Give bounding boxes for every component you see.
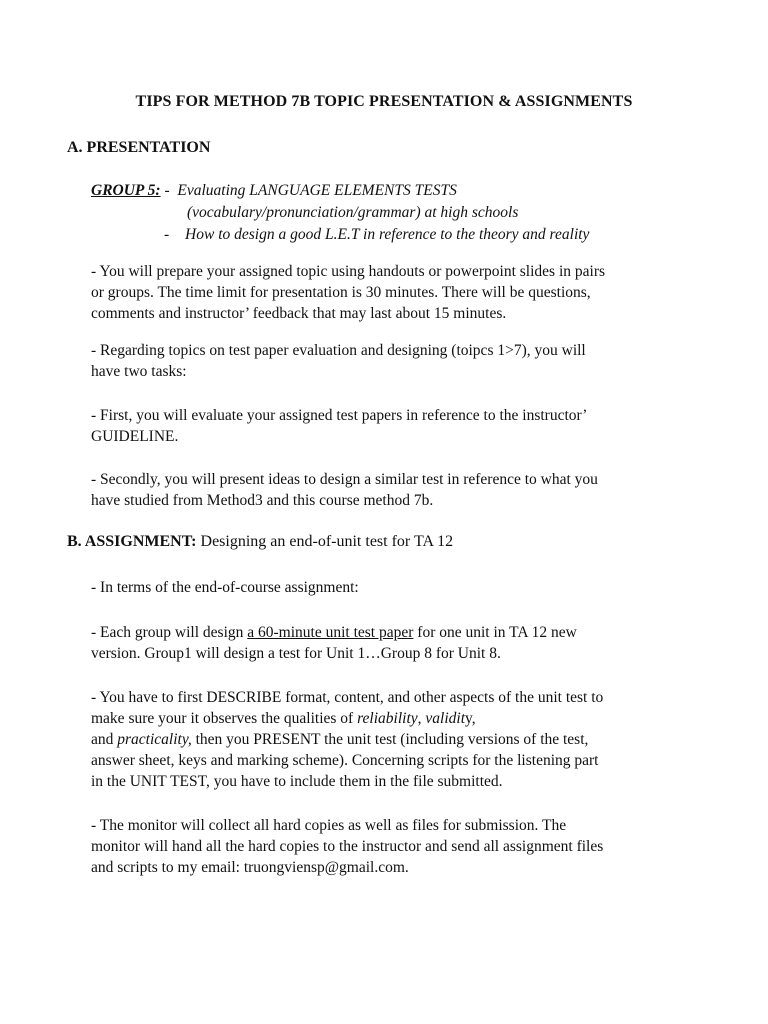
paragraph-assignment-intro	[91, 577, 677, 598]
text-line: - In terms of the end-of-course assignment:	[91, 579, 359, 596]
paragraph-first-task	[91, 405, 677, 447]
text-line-justified	[91, 708, 677, 729]
section-a-heading: A. PRESENTATION	[67, 139, 211, 156]
paragraph-unit-test-design	[91, 622, 677, 664]
topic-2-dash: -	[164, 226, 170, 243]
text-segment: and	[91, 731, 118, 748]
word: make	[91, 710, 125, 727]
text-line: have studied from Method3 and this course method 7b.	[91, 492, 434, 509]
document-title: TIPS FOR METHOD 7B TOPIC PRESENTATION & ASSIGNMENTS	[135, 93, 633, 110]
topic-1-line-2: (vocabulary/pronunciation/grammar) at high schools	[187, 204, 519, 221]
paragraph-tasks	[91, 340, 677, 382]
group-label: GROUP 5:	[91, 182, 161, 199]
section-b-heading-text: Designing an end-of-unit test for TA 12	[196, 533, 454, 550]
word: your	[158, 710, 187, 727]
word: it	[190, 710, 200, 727]
word: qualities	[283, 710, 337, 727]
text-segment: then you PRESENT the unit test (including versions of the test,	[191, 731, 589, 748]
text-line: answer sheet, keys and marking scheme). Concerning scripts for the listening part	[91, 752, 599, 769]
text-line: GUIDELINE.	[91, 428, 179, 445]
group-topic-line-1	[91, 182, 457, 200]
text-line: and scripts to my email: truongviensp@gmail.com.	[91, 859, 409, 876]
text-line: or groups. The time limit for presentation is 30 minutes. There will be questions,	[91, 284, 591, 301]
word-group	[340, 710, 475, 727]
text-line	[91, 622, 677, 643]
group-topic-line-2	[187, 204, 518, 222]
text-line: comments and instructor’ feedback that may last about 15 minutes.	[91, 305, 507, 322]
section-b-heading-label: B. ASSIGNMENT:	[67, 533, 197, 550]
paragraph-monitor-submission	[91, 815, 677, 878]
text-line: monitor will hand all the hard copies to the instructor and send all assignment files	[91, 838, 604, 855]
topic-1-line-1: Evaluating LANGUAGE ELEMENTS TESTS	[177, 182, 457, 199]
group-topic-line-3	[164, 226, 589, 244]
section-b-heading	[67, 533, 453, 551]
text-line: - The monitor will collect all hard copies as well as files for submission. The	[91, 817, 567, 834]
text-line: - Secondly, you will present ideas to design a similar test in reference to what you	[91, 471, 598, 488]
paragraph-describe-format	[91, 687, 677, 792]
word: the	[261, 710, 281, 727]
text-segment: - Each group will design	[91, 624, 248, 641]
group-dash: -	[160, 182, 178, 199]
underlined-phrase: a 60-minute unit test paper	[247, 624, 414, 641]
italic-term-reliability: reliability	[357, 710, 418, 727]
topic-2: How to design a good L.E.T in reference to the theory and reality	[185, 226, 590, 243]
text-segment: for one unit in TA 12 new	[413, 624, 577, 641]
text-line	[91, 729, 677, 750]
text-line: in the UNIT TEST, you have to include them in the file submitted.	[91, 773, 503, 790]
text-line: have two tasks:	[91, 363, 187, 380]
paragraph-presentation-prep	[91, 261, 677, 324]
text-line: - You have to first DESCRIBE format, content, and other aspects of the unit test to	[91, 689, 604, 706]
word: y,	[465, 710, 476, 727]
word: ,	[417, 710, 426, 727]
word: observes	[202, 710, 258, 727]
text-line: version. Group1 will design a test for Unit 1…Group 8 for Unit 8.	[91, 645, 501, 662]
paragraph-second-task	[91, 469, 677, 511]
text-line: - You will prepare your assigned topic using handouts or powerpoint slides in pairs	[91, 263, 606, 280]
italic-term-validity: validit	[425, 710, 466, 727]
text-line: - Regarding topics on test paper evaluation and designing (toipcs 1>7), you will	[91, 342, 586, 359]
text-line: - First, you will evaluate your assigned test papers in reference to the instructor’	[91, 407, 588, 424]
word: sure	[128, 710, 155, 727]
word: of	[340, 710, 358, 727]
italic-term-practicality: practicality,	[117, 731, 192, 748]
